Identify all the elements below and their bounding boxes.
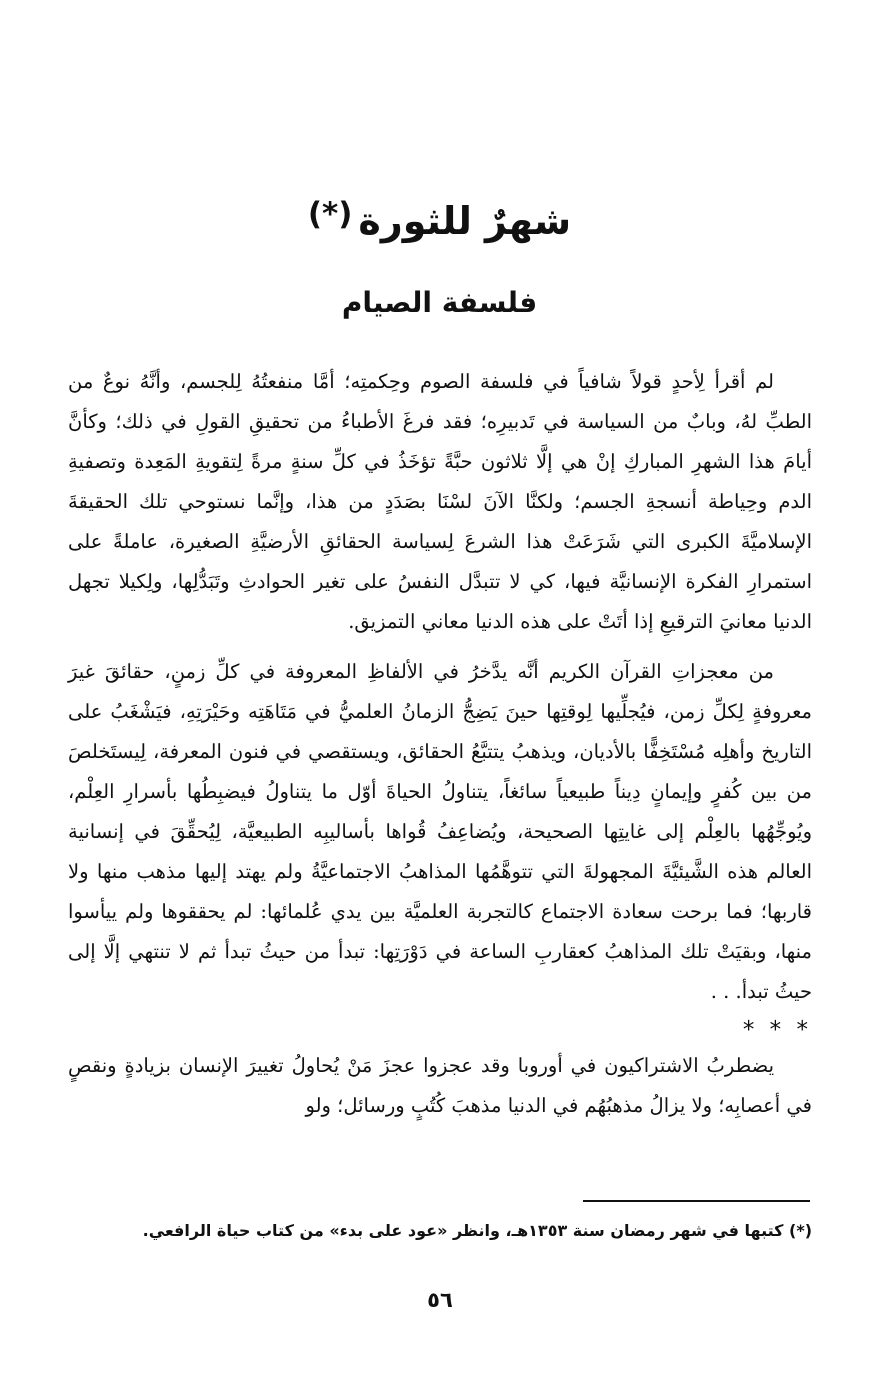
section-separator: * * * [742,1017,812,1043]
paragraph: لم أقرأ لِأحدٍ قولاً شافياً في فلسفة الصوم وحِكمتِه؛ أمَّا منفعتُهُ لِلجسم، وأنَّهُ نوعٌ من الطبِّ لهُ، وبابٌ من السياسة في تَدبيرِه؛ فقد فرغَ الأطباءُ من تحقيقِ القولِ في ذلك؛ وكأنَّ أيامَ هذا الشهرِ المباركِ إنْ هي إلَّا ثلاثون حبَّةً تؤخَذُ في كلِّ سنةٍ مرةً لِتقويةِ المَعِدة وتصفيةِ الدم وحِياطة أنسجةِ الجسم؛ ولكنَّا الآنَ لسْنَا بصَدَدٍ من هذا، وإنَّما نستوحي تلك الحقيقةَ الإسلاميَّةَ الكبرى التي شَرَعَتْ هذا الشرعَ لِسياسة الحقائقِ الأرضيَّةِ الصغيرة، عاملةً على استمرارِ الفكرة الإنسانيَّة فيها، كي لا تتبدَّل النفسُ على تغير الحوادثِ وتَبَدُّلِها، ولِكيلا تجهل الدنيا معانيَ الترقيعِ إذا أتَتْ على هذه الدنيا معاني التمزيق. [68,370,812,633]
chapter-heading [250,196,629,245]
footnote-marker: (*) [307,196,353,232]
footnote: (*) كتبها في شهر رمضان سنة ١٣٥٣هـ، وانظر «عود على بدء» من كتاب حياة الرافعي. [142,1221,812,1240]
footnote-divider [583,1200,810,1202]
chapter-subtitle: فلسفة الصيام [341,286,538,319]
body-text [68,362,812,1126]
chapter-title: شهرٌ للثورة [358,199,572,243]
page-number: ٥٦ [427,1288,453,1312]
paragraph: يضطربُ الاشتراكيون في أوروبا وقد عجزوا عجزَ مَنْ يُحاولُ تغييرَ الإنسان بزيادةٍ ونقصٍ في أعصابِه؛ ولا يزالُ مذهبُهُم في الدنيا مذهبَ كُتُبٍ ورسائل؛ ولو [68,1054,812,1117]
paragraph: من معجزاتِ القرآن الكريم أنَّه يدَّخرُ في الألفاظِ المعروفة في كلِّ زمنٍ، حقائقَ غيرَ معروفةٍ لِكلِّ زمن، فيُجلِّيها لِوقتِها حينَ يَضِجُّ الزمانُ العلميُّ في مَتَاهَتِه وحَيْرَتِهِ، فيَشْغَبُ على التاريخ وأهلِه مُسْتَخِفًّا بالأديان، ويذهبُ يتتبَّعُ الحقائق، ويستقصي في فنون المعرفة، لِيستَخلصَ من بين كُفرٍ وإيمانٍ دِيناً طبيعياً سائغاً، يتناولُ الحياةَ أوّل ما يتناولُ فيضبِطُها بأسرارِ العِلْم، ويُوجِّهُها بالعِلْم إلى غايتِها الصحيحة، ويُضاعِفُ قُواها بأساليبِه الطبيعيَّة، لِيُحقِّقَ في إنسانية العالم هذه الشَّيئيَّةَ المجهولةَ التي تتوهَّمُها المذاهبُ الاجتماعيَّةُ ولم يهتد إليها مذهب منها ولا قاربها؛ فما برحت سعادة الاجتماع كالتجربة العلميَّة بين يدي عُلمائها: لم يحققوها ولم ييأسوا منها، وبقيَتْ تلك المذاهبُ كعقاربِ الساعة في دَوْرَتِها: تبدأ من حيثُ تبدأ ثم لا تنتهي إلَّا إلى حيثُ تبدأ. . . [68,660,812,1003]
